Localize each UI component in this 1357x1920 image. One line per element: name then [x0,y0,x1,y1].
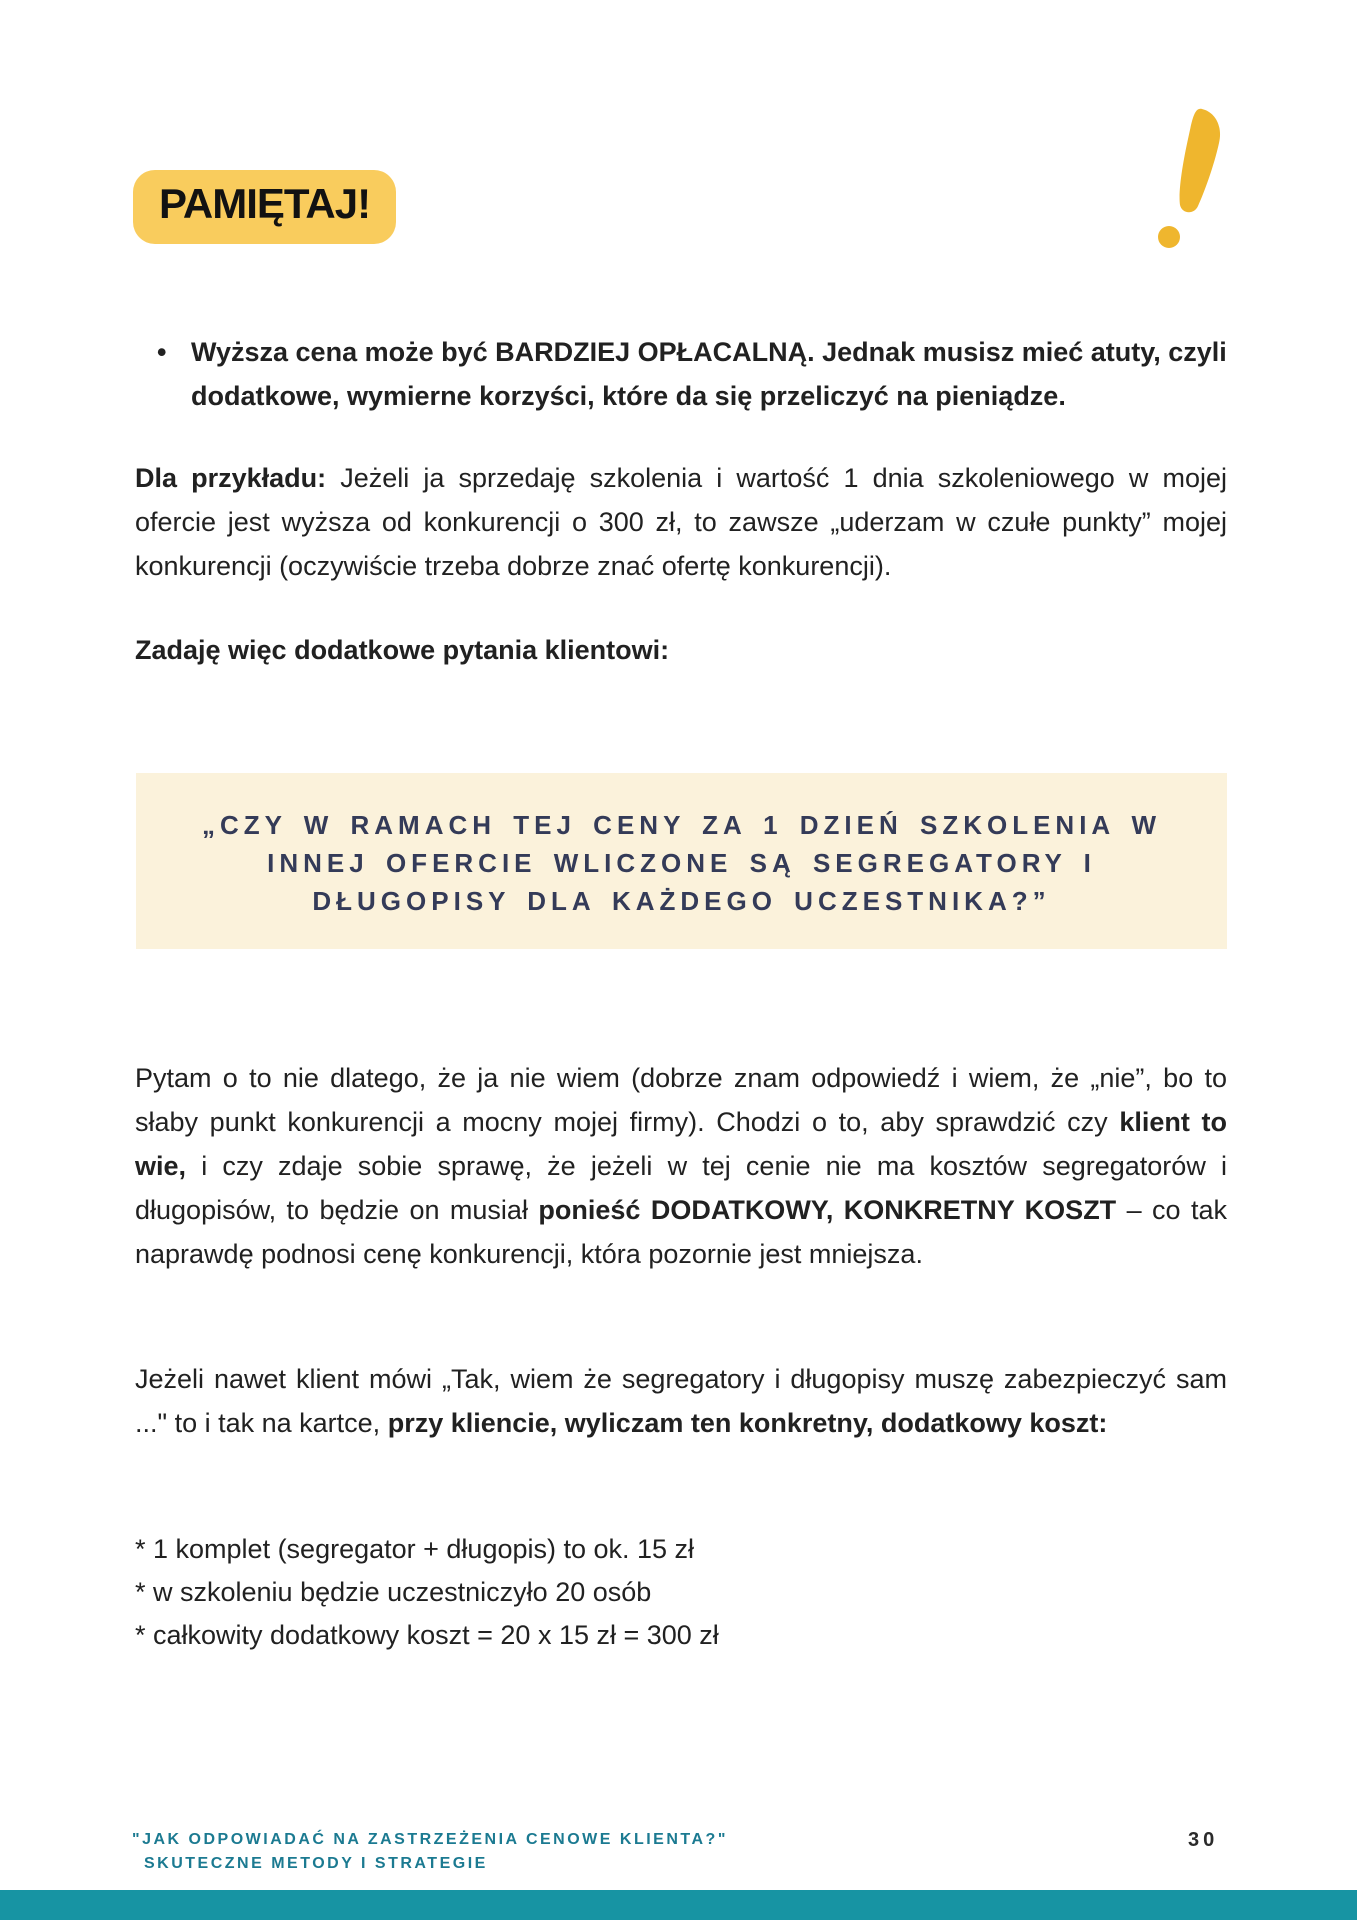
key-point-bullet [157,330,1227,418]
list-item: * całkowity dodatkowy koszt = 20 x 15 zł = 300 zł [135,1620,719,1650]
footer-subtitle: SKUTECZNE METODY I STRATEGIE [144,1855,488,1872]
key-point-text: Wyższa cena może być BARDZIEJ OPŁACALNĄ. Jednak musisz mieć atuty, czyli dodatkowe, wymierne korzyści, które da się przeliczyć na pieniądze. [191,337,1227,411]
cost-list [135,1528,1227,1657]
quote-box [136,773,1227,949]
client-paragraph: Jeżeli nawet klient mówi „Tak, wiem że segregatory i długopisy muszę zabezpieczyć sam ..." to i tak na kartce, przy kliencie, wyliczam ten konkretny, dodatkowy koszt: [135,1364,1227,1438]
remember-badge: PAMIĘTAJ! [133,170,396,244]
exclamation-icon [1152,106,1226,252]
explanation-paragraph: Pytam o to nie dlatego, że ja nie wiem (dobrze znam odpowiedź i wiem, że „nie”, bo to słaby punkt konkurencji a mocny mojej firmy). Chodzi o to, aby sprawdzić czy klient to wie, i czy zdaje sobie sprawę, że jeżeli w tej cenie nie ma kosztów segregatorów i długopisów, to będzie on musiał ponieść DODATKOWY, KONKRETNY KOSZT – co tak naprawdę podnosi cenę konkurencji, która pozornie jest mniejsza. [135,1063,1228,1269]
bullet-dot-icon: • [157,337,167,367]
page-number: 30 [1188,1829,1219,1851]
questions-heading: Zadaję więc dodatkowe pytania klientowi: [135,635,670,665]
footer [132,1828,728,1876]
list-item: * w szkoleniu będzie uczestniczyło 20 osób [135,1577,652,1607]
quote-text: „CZY W RAMACH TEJ CENY ZA 1 DZIEŃ SZKOLENIA W INNEJ OFERCIE WLICZONE SĄ SEGREGATORY I DŁUGOPISY DLA KAŻDEGO UCZESTNIKA?” [201,810,1162,916]
list-item: * 1 komplet (segregator + długopis) to ok. 15 zł [135,1534,695,1564]
example-paragraph: Dla przykładu: Jeżeli ja sprzedaję szkolenia i wartość 1 dnia szkoleniowego w mojej ofercie jest wyższa od konkurencji o 300 zł, to zawsze „uderzam w czułe punkty” mojej konkurencji (oczywiście trzeba dobrze znać ofertę konkurencji). [135,463,1228,581]
footer-title: "JAK ODPOWIADAĆ NA ZASTRZEŻENIA CENOWE KLIENTA?" [132,1831,728,1848]
footer-bar [0,1890,1357,1920]
